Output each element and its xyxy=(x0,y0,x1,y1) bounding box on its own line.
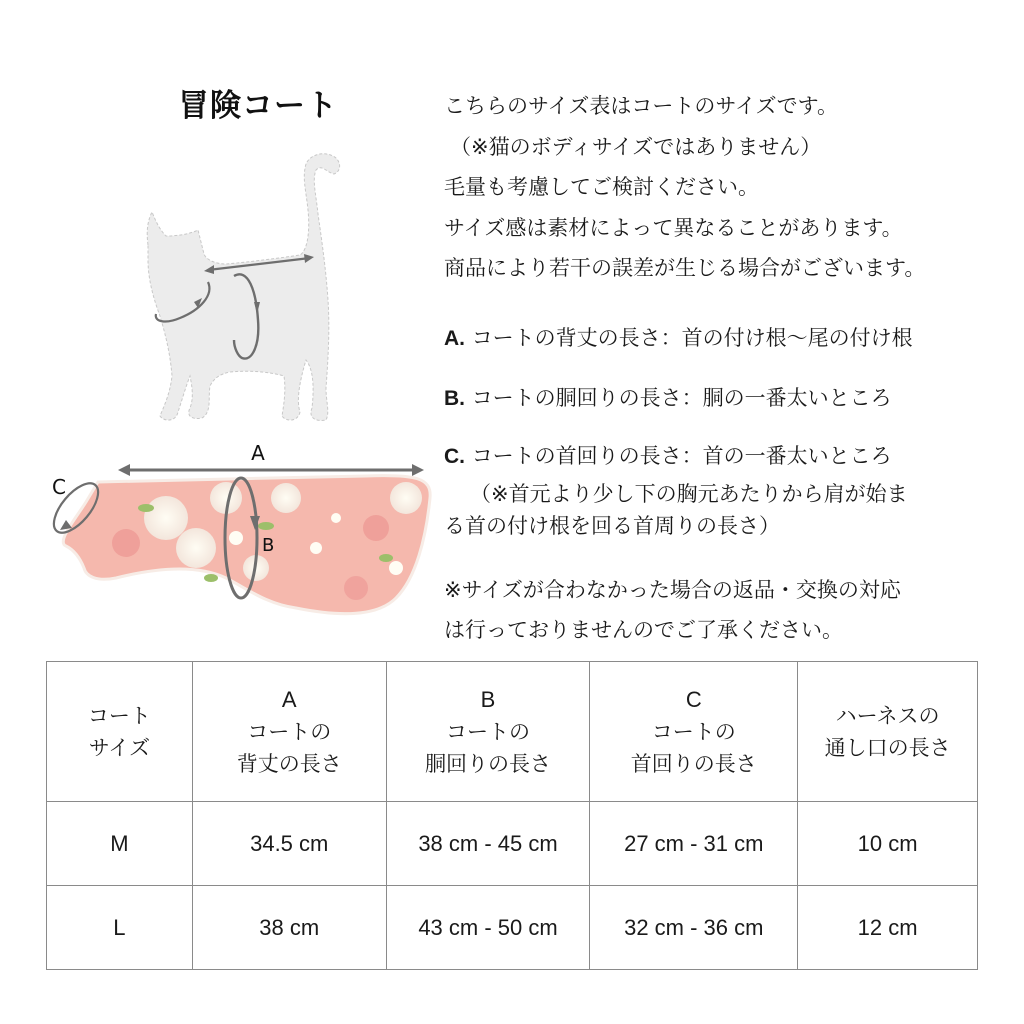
size-notes xyxy=(444,86,925,289)
cell-girth: 43 cm - 50 cm xyxy=(386,886,590,970)
cat-measurement-illustration xyxy=(130,150,360,430)
cell-back-length: 38 cm xyxy=(192,886,386,970)
note-line: こちらのサイズ表はコートのサイズです。 xyxy=(444,94,838,118)
warning-line: ※サイズが合わなかった場合の返品・交換の対応 xyxy=(444,578,901,602)
definition-c-note-line2: る首の付け根を回る首周りの長さ） xyxy=(444,514,780,538)
cell-back-length: 34.5 cm xyxy=(192,802,386,886)
definition-a-label: A. xyxy=(444,327,465,350)
definition-a-text: コートの背丈の長さ：首の付け根〜尾の付け根 xyxy=(471,326,913,350)
note-line: （※猫のボディサイズではありません） xyxy=(450,134,822,159)
coat-measurement-illustration xyxy=(36,438,436,628)
cat-silhouette xyxy=(147,154,339,421)
note-line: 毛量も考慮してご検討ください。 xyxy=(444,175,759,199)
label-b: B xyxy=(262,535,275,556)
header-girth: B コートの 胴回りの長さ xyxy=(386,662,590,802)
cell-neck: 27 cm - 31 cm xyxy=(590,802,798,886)
cell-neck: 32 cm - 36 cm xyxy=(590,886,798,970)
page-title: 冒険コート xyxy=(178,88,338,124)
definition-c-note-line1: （※首元より少し下の胸元あたりから肩が始ま xyxy=(470,482,908,506)
header-back-length: A コートの 背丈の長さ xyxy=(192,662,386,802)
return-policy-note xyxy=(444,570,901,650)
definition-c-text: コートの首回りの長さ：首の一番太いところ xyxy=(471,444,892,468)
cell-size: L xyxy=(47,886,193,970)
label-a: A xyxy=(251,441,265,465)
size-table xyxy=(46,661,978,970)
table-row xyxy=(47,802,978,886)
definition-c-label: C. xyxy=(444,445,465,468)
definition-b xyxy=(444,382,892,414)
definition-b-label: B. xyxy=(444,387,465,410)
table-row xyxy=(47,886,978,970)
definition-b-text: コートの胴回りの長さ：胴の一番太いところ xyxy=(471,386,892,410)
cell-harness-opening: 12 cm xyxy=(798,886,978,970)
header-neck: C コートの 首回りの長さ xyxy=(590,662,798,802)
cell-size: M xyxy=(47,802,193,886)
definition-a xyxy=(444,322,913,354)
cell-girth: 38 cm - 45 cm xyxy=(386,802,590,886)
note-line: サイズ感は素材によって異なることがあります。 xyxy=(444,215,903,240)
warning-line: は行っておりませんのでご了承ください。 xyxy=(444,618,843,642)
length-arrow-a-head-right xyxy=(412,464,424,476)
cell-harness-opening: 10 cm xyxy=(798,802,978,886)
header-harness-opening: ハーネスの 通し口の長さ xyxy=(798,662,978,802)
note-line: 商品により若干の誤差が生じる場合がございます。 xyxy=(444,256,926,280)
header-coat-size: コート サイズ xyxy=(47,662,193,802)
length-arrow-a-head-left xyxy=(118,464,130,476)
label-c: C xyxy=(52,475,66,499)
table-header-row xyxy=(47,662,978,802)
definition-c xyxy=(444,440,892,472)
